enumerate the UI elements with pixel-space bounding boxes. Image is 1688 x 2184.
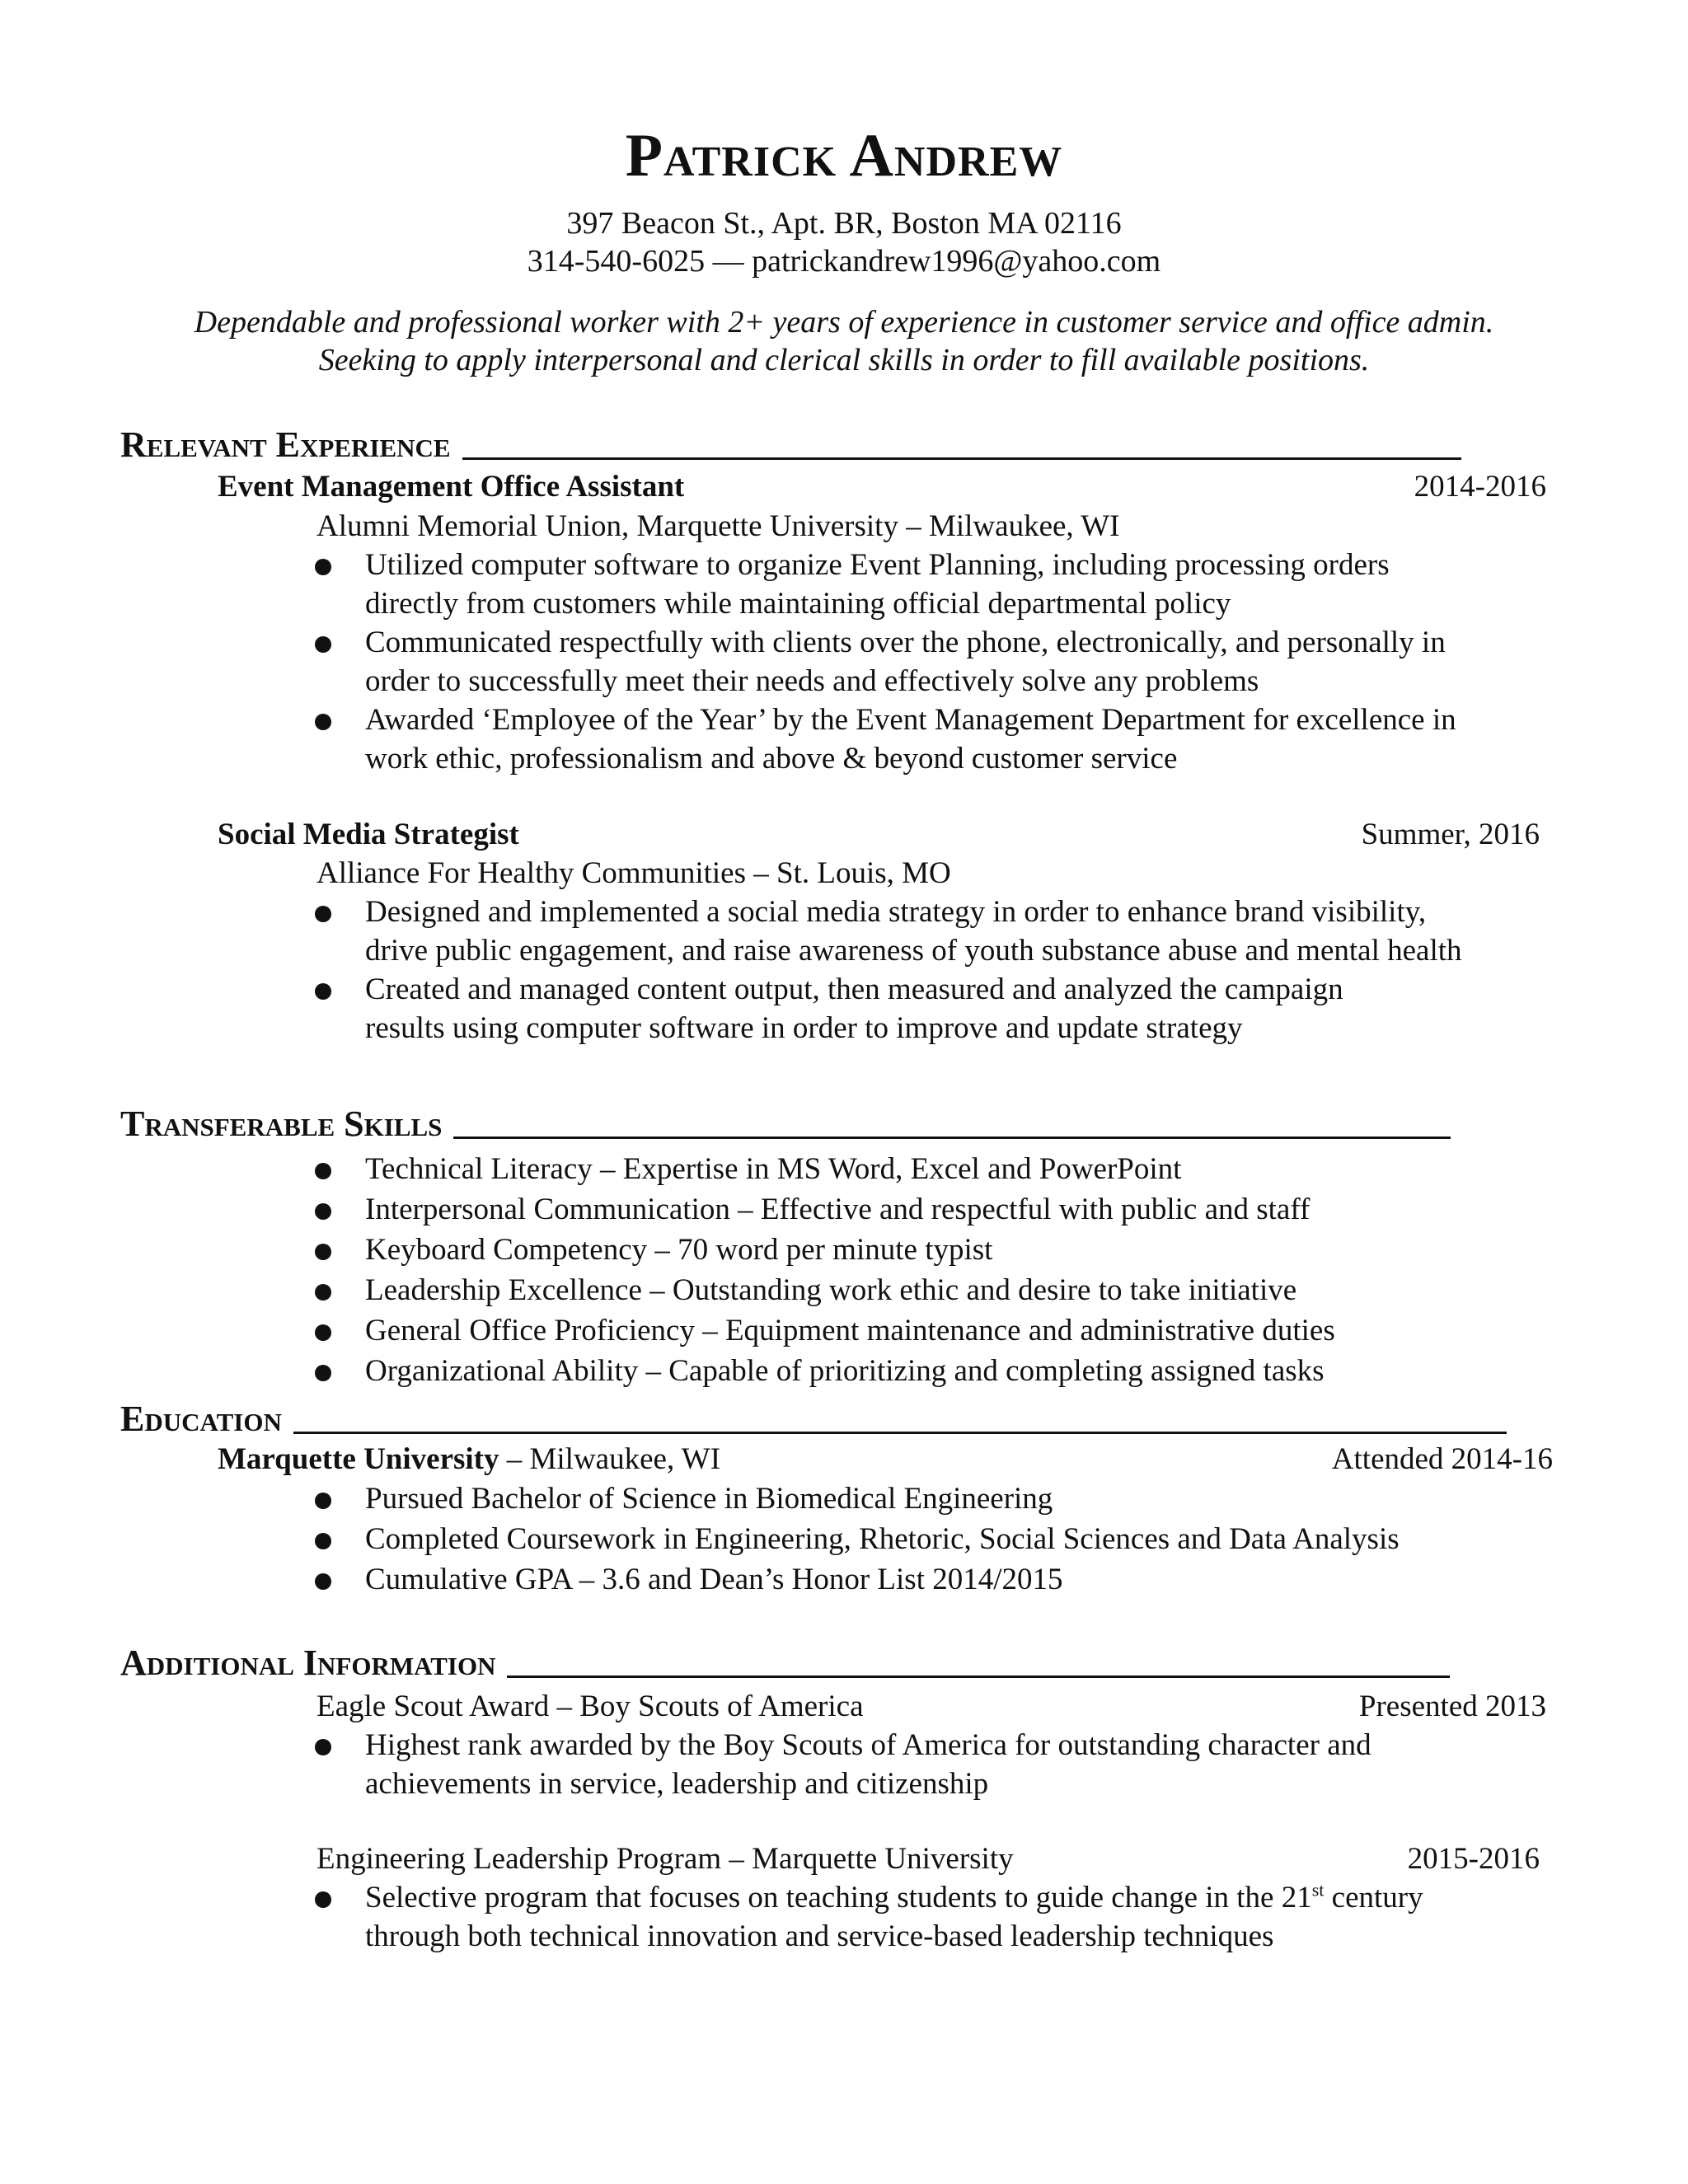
program-title: Engineering Leadership Program – Marquette University [316,1842,1014,1876]
school-line [218,1444,720,1474]
job-bullet-line: directly from customers while maintaining official departmental policy [365,587,1231,621]
section-rule [462,457,1461,460]
skill-item: Keyboard Competency – 70 word per minute typist [365,1233,993,1267]
award-bullet-line: Highest rank awarded by the Boy Scouts of America for outstanding character and [365,1728,1372,1762]
section-heading-additional [120,1645,1450,1681]
section-rule [453,1137,1451,1139]
award-bullet-line: achievements in service, leadership and citizenship [365,1767,989,1801]
bullet-dot [315,636,331,653]
job-bullet-line: results using computer software in order to improve and update strategy [365,1011,1243,1045]
bullet-dot [315,1163,331,1179]
job-title: Social Media Strategist [218,818,519,851]
education-dates: Attended 2014-16 [1331,1442,1553,1476]
bullet-dot [315,1739,331,1755]
job-title: Event Management Office Assistant [218,470,685,504]
education-bullet: Pursued Bachelor of Science in Biomedical Engineering [365,1482,1053,1516]
section-title: Transferable Skills [120,1104,443,1144]
section-rule [507,1675,1450,1678]
program-dates: 2015-2016 [1407,1842,1540,1876]
school-name: Marquette University [218,1442,499,1476]
school-location: – Milwaukee, WI [499,1442,721,1476]
phone-email: 314-540-6025 — patrickandrew1996@yahoo.com [527,244,1161,279]
section-title: Additional Information [120,1643,496,1683]
bullet-dot [315,714,331,730]
job-bullet-line: work ethic, professionalism and above & beyond customer service [365,742,1178,776]
section-title: Relevant Experience [120,424,451,465]
ordinal-suffix: st [1311,1879,1325,1900]
skill-item: Organizational Ability – Capable of prioritizing and completing assigned tasks [365,1354,1325,1388]
education-bullet: Cumulative GPA – 3.6 and Dean’s Honor List 2014/2015 [365,1563,1063,1596]
skill-item: General Office Proficiency – Equipment maintenance and administrative duties [365,1314,1335,1347]
award-dates: Presented 2013 [1358,1690,1546,1723]
job-organization: Alliance For Healthy Communities – St. Louis, MO [316,856,951,890]
bullet-dot [315,1284,331,1301]
bullet-dot [315,1891,331,1908]
award-title: Eagle Scout Award – Boy Scouts of America [316,1690,864,1723]
bullet-dot [315,559,331,575]
bullet-dot [315,983,331,1000]
program-bullet-line: through both technical innovation and service-based leadership techniques [365,1919,1274,1953]
address: 397 Beacon St., Apt. BR, Boston MA 02116 [566,206,1122,241]
section-title: Education [120,1399,282,1439]
bullet-dot [315,1533,331,1549]
job-dates: Summer, 2016 [1361,818,1540,851]
job-organization: Alumni Memorial Union, Marquette University – Milwaukee, WI [316,509,1120,543]
bullet-dot [315,1493,331,1509]
job-bullet-line: Communicated respectfully with clients over the phone, electronically, and personally in [365,626,1446,659]
bullet-dot [315,1324,331,1341]
education-bullet: Completed Coursework in Engineering, Rhetoric, Social Sciences and Data Analysis [365,1522,1400,1556]
job-dates: 2014-2016 [1414,470,1546,504]
job-bullet-line: order to successfully meet their needs and effectively solve any problems [365,664,1259,698]
bullet-dot [315,1244,331,1260]
section-rule [293,1432,1507,1434]
job-bullet-line: Designed and implemented a social media strategy in order to enhance brand visibility, [365,895,1427,929]
program-bullet-line [365,1879,1423,1915]
applicant-name: Patrick Andrew [625,122,1063,190]
bullet-dot [315,906,331,922]
job-bullet-line: drive public engagement, and raise awareness of youth substance abuse and mental health [365,934,1462,968]
job-bullet-line: Awarded ‘Employee of the Year’ by the Event Management Department for excellence in [365,703,1456,737]
job-bullet-line: Created and managed content output, then measured and analyzed the campaign [365,972,1343,1006]
bullet-dot [315,1573,331,1590]
section-heading-experience [120,424,1461,465]
summary-line-2: Seeking to apply interpersonal and clerical skills in order to fill available positions. [318,343,1370,377]
section-heading-skills [120,1106,1451,1142]
bullet-dot [315,1203,331,1220]
bullet-dot [315,1365,331,1381]
skill-item: Technical Literacy – Expertise in MS Word, Excel and PowerPoint [365,1152,1182,1186]
summary-line-1: Dependable and professional worker with 2+ years of experience in customer service and office admin. [194,305,1494,340]
section-heading-education [120,1401,1507,1437]
job-bullet-line: Utilized computer software to organize Event Planning, including processing orders [365,548,1390,582]
program-bullet-text-end: century [1324,1881,1423,1915]
program-bullet-text: Selective program that focuses on teaching students to guide change in the 21 [365,1881,1312,1915]
skill-item: Interpersonal Communication – Effective and respectful with public and staff [365,1193,1311,1226]
skill-item: Leadership Excellence – Outstanding work ethic and desire to take initiative [365,1273,1297,1307]
